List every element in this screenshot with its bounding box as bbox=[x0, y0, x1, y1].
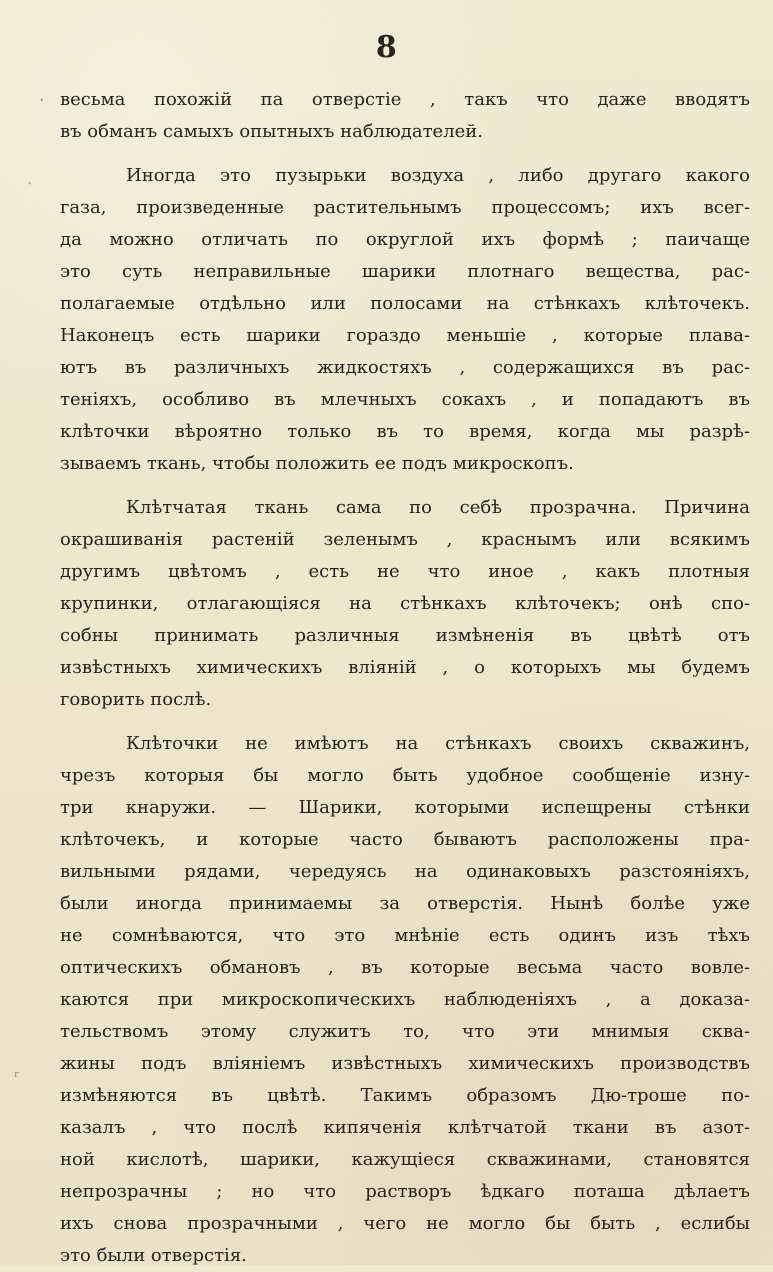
page-text bbox=[60, 84, 750, 1272]
text-line: извѣстныхъ химическихъ вліяній , о которыхъ мы будемъ bbox=[60, 657, 750, 678]
text-line: Клѣтчатая ткань сама по себѣ прозрачна. Причина bbox=[126, 497, 750, 518]
text-line: жины подъ вліяніемъ извѣстныхъ химическихъ производствъ bbox=[60, 1053, 750, 1074]
text-line: чрезъ которыя бы могло быть удобное сообщеніе изну- bbox=[60, 765, 750, 786]
text-line: ихъ снова прозрачными , чего не могло бы быть , еслибы bbox=[60, 1213, 750, 1234]
text-line: это суть неправильные шарики плотнаго вещества, рас- bbox=[60, 261, 750, 282]
paragraph-gap bbox=[60, 716, 750, 728]
paragraph bbox=[60, 492, 750, 716]
paragraph bbox=[60, 160, 750, 480]
text-line: другимъ цвѣтомъ , есть не что иное , какъ плотныя bbox=[60, 561, 750, 582]
text-line: газа, произведенные растительнымъ процессомъ; ихъ всег- bbox=[60, 197, 750, 218]
text-line: оптическихъ обмановъ , въ которые весьма часто вовле- bbox=[60, 957, 750, 978]
text-line: ютъ въ различныхъ жидкостяхъ , содержащихся въ рас- bbox=[60, 357, 750, 378]
page-number: 8 bbox=[375, 30, 398, 65]
text-line: Клѣточки не имѣютъ на стѣнкахъ своихъ скважинъ, bbox=[126, 733, 750, 754]
paragraph-gap bbox=[60, 148, 750, 160]
ink-mark-icon: ˋ bbox=[27, 181, 34, 197]
text-line: Наконецъ есть шарики гораздо меньшіе , которые плава- bbox=[60, 325, 750, 346]
text-line: тельствомъ этому служитъ то, что эти мнимыя сква- bbox=[60, 1021, 750, 1042]
text-line: крупинки, отлагающіяся на стѣнкахъ клѣточекъ; онѣ спо- bbox=[60, 593, 750, 614]
text-line: собны принимать различныя измѣненія въ цвѣтѣ отъ bbox=[60, 625, 750, 646]
text-line: измѣняются въ цвѣтѣ. Такимъ образомъ Дю-трошe по- bbox=[60, 1085, 750, 1106]
paragraph-gap bbox=[60, 480, 750, 492]
text-line: теніяхъ, особливо въ млечныхъ сокахъ , и попадаютъ въ bbox=[60, 389, 750, 410]
text-line: три кнаружи. — Шарики, которыми испещрены стѣнки bbox=[60, 797, 750, 818]
text-line: въ обманъ самыхъ опытныхъ наблюдателей. bbox=[60, 121, 484, 142]
text-line: зываемъ ткань, чтобы положить ее подъ микроскопъ. bbox=[60, 453, 574, 474]
text-line: весьма похожій па отверстіе , такъ что даже вводятъ bbox=[60, 89, 750, 110]
text-line: ной кислотѣ, шарики, кажущіеся скважинами, становятся bbox=[60, 1149, 750, 1170]
ink-mark-icon: · bbox=[39, 90, 45, 111]
text-line: казалъ , что послѣ кипяченія клѣтчатой ткани въ азот- bbox=[60, 1117, 750, 1138]
text-line: окрашиванія растеній зеленымъ , краснымъ или всякимъ bbox=[60, 529, 750, 550]
text-line: говорить послѣ. bbox=[60, 689, 212, 710]
paragraph bbox=[60, 728, 750, 1272]
text-line: это были отверстія. bbox=[60, 1245, 247, 1266]
text-line: каются при микроскопическихъ наблюденіяхъ , а доказа- bbox=[60, 989, 750, 1010]
paragraph bbox=[60, 84, 750, 148]
text-line: непрозрачны ; но что растворъ ѣдкаго поташа дѣлаетъ bbox=[60, 1181, 750, 1202]
text-line: клѣточки вѣроятно только въ то время, когда мы разрѣ- bbox=[60, 421, 750, 442]
text-line: Иногда это пузырьки воздуха , либо другаго какого bbox=[126, 165, 750, 186]
text-line: полагаемые отдѣльно или полосами на стѣнкахъ клѣточекъ. bbox=[60, 293, 750, 314]
text-line: вильными рядами, чередуясь на одинаковыхъ разстояніяхъ, bbox=[60, 861, 750, 882]
text-line: были иногда принимаемы за отверстія. Нынѣ болѣе уже bbox=[60, 893, 750, 914]
text-line: клѣточекъ, и которые часто бываютъ расположены пра- bbox=[60, 829, 750, 850]
ink-mark-icon: ʳ bbox=[14, 1067, 20, 1086]
text-line: да можно отличать по округлой ихъ формѣ ; паичаще bbox=[60, 229, 750, 250]
text-line: не сомнѣваются, что это мнѣніе есть одинъ изъ тѣхъ bbox=[60, 925, 750, 946]
